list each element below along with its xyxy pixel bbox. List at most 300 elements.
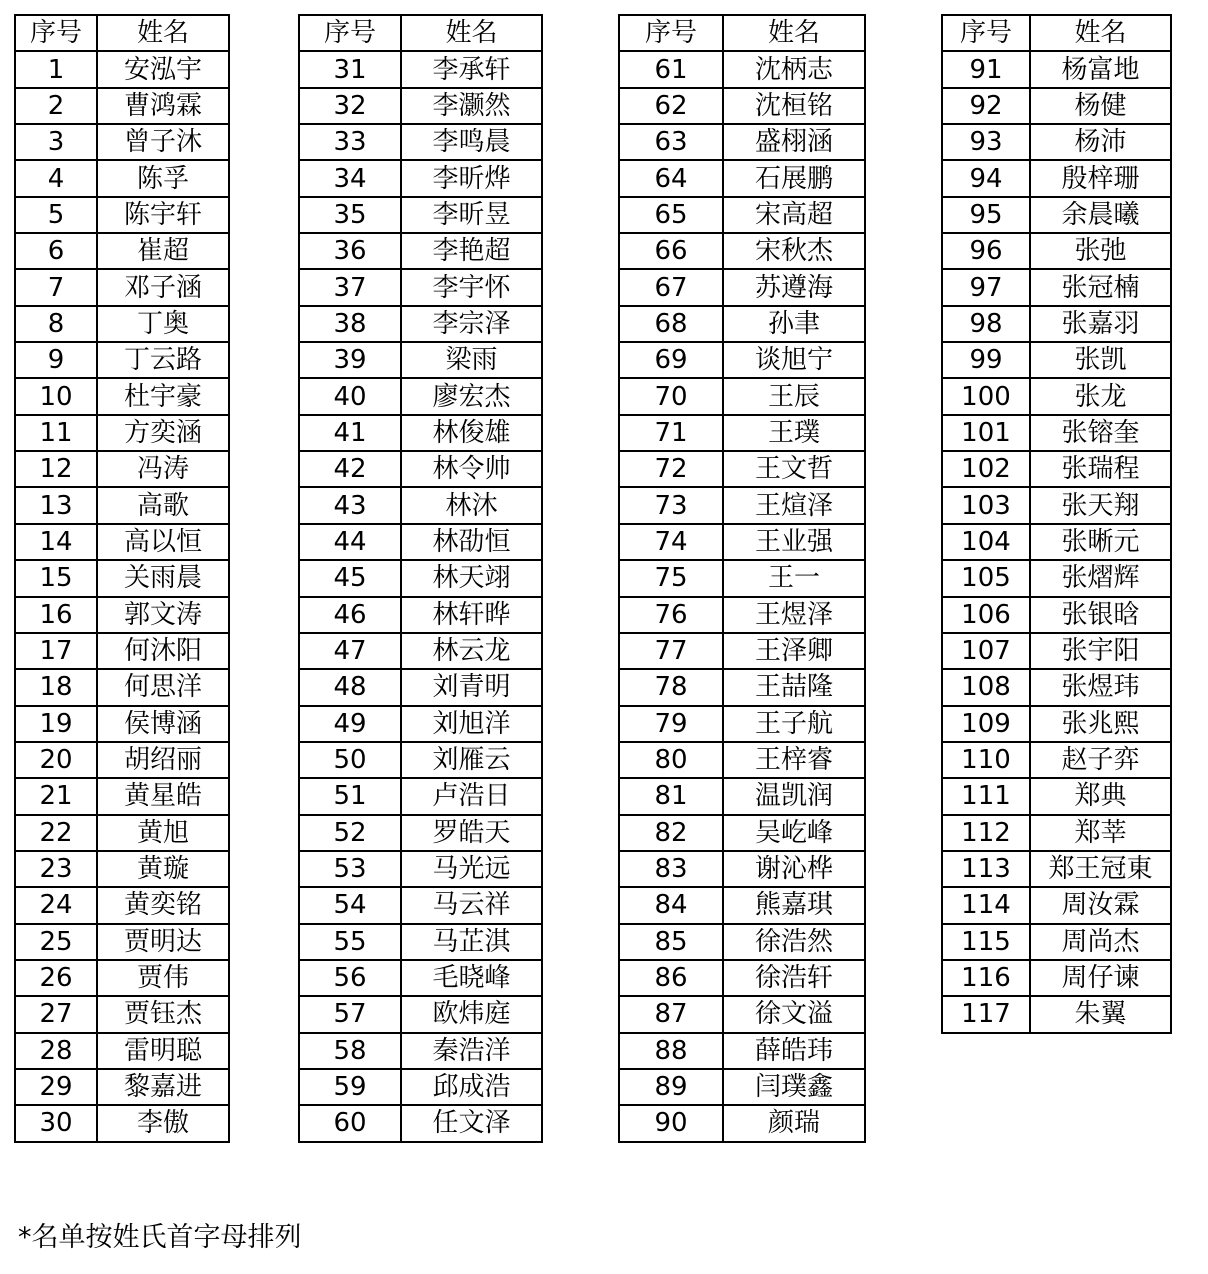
row-index: 101 bbox=[942, 415, 1030, 451]
row-name: 曹鸿霖 bbox=[97, 88, 229, 124]
table-row bbox=[942, 633, 1171, 669]
header-row bbox=[942, 15, 1171, 51]
row-name: 张银晗 bbox=[1030, 597, 1171, 633]
table-row bbox=[15, 669, 229, 705]
row-name: 赵子弈 bbox=[1030, 742, 1171, 778]
row-name: 王喆隆 bbox=[723, 669, 865, 705]
table-row bbox=[15, 851, 229, 887]
row-name: 王泽卿 bbox=[723, 633, 865, 669]
table-row bbox=[299, 88, 542, 124]
row-index: 46 bbox=[299, 597, 401, 633]
row-index: 56 bbox=[299, 960, 401, 996]
row-index: 41 bbox=[299, 415, 401, 451]
row-index: 28 bbox=[15, 1033, 97, 1069]
row-index: 48 bbox=[299, 669, 401, 705]
row-name: 秦浩洋 bbox=[401, 1033, 542, 1069]
row-name: 林沐 bbox=[401, 487, 542, 523]
row-name: 王子航 bbox=[723, 706, 865, 742]
row-name: 朱翼 bbox=[1030, 996, 1171, 1032]
row-index: 35 bbox=[299, 197, 401, 233]
row-index: 66 bbox=[619, 233, 723, 269]
table-row bbox=[299, 815, 542, 851]
row-name: 杨健 bbox=[1030, 88, 1171, 124]
table-row bbox=[299, 960, 542, 996]
table-row bbox=[299, 233, 542, 269]
row-name: 安泓宇 bbox=[97, 51, 229, 87]
table-row bbox=[15, 124, 229, 160]
table-row bbox=[299, 1105, 542, 1141]
row-name: 丁云路 bbox=[97, 342, 229, 378]
row-name: 徐浩然 bbox=[723, 924, 865, 960]
table-row bbox=[15, 451, 229, 487]
table-row bbox=[15, 378, 229, 414]
row-name: 邱成浩 bbox=[401, 1069, 542, 1105]
table-row bbox=[299, 160, 542, 196]
row-index: 31 bbox=[299, 51, 401, 87]
row-index: 15 bbox=[15, 560, 97, 596]
row-index: 105 bbox=[942, 560, 1030, 596]
table-row bbox=[942, 415, 1171, 451]
row-index: 17 bbox=[15, 633, 97, 669]
row-index: 32 bbox=[299, 88, 401, 124]
row-index: 21 bbox=[15, 778, 97, 814]
row-index: 91 bbox=[942, 51, 1030, 87]
row-index: 88 bbox=[619, 1033, 723, 1069]
row-index: 24 bbox=[15, 887, 97, 923]
header-row bbox=[619, 15, 865, 51]
table-row bbox=[299, 378, 542, 414]
row-index: 116 bbox=[942, 960, 1030, 996]
row-name: 何思洋 bbox=[97, 669, 229, 705]
row-index: 26 bbox=[15, 960, 97, 996]
row-name: 王一 bbox=[723, 560, 865, 596]
row-index: 85 bbox=[619, 924, 723, 960]
row-index: 23 bbox=[15, 851, 97, 887]
row-index: 103 bbox=[942, 487, 1030, 523]
row-index: 51 bbox=[299, 778, 401, 814]
row-name: 黄星皓 bbox=[97, 778, 229, 814]
table-row bbox=[942, 706, 1171, 742]
table-row bbox=[15, 633, 229, 669]
header-row bbox=[299, 15, 542, 51]
table-row bbox=[299, 306, 542, 342]
row-index: 54 bbox=[299, 887, 401, 923]
row-name: 高以恒 bbox=[97, 524, 229, 560]
row-name: 李承轩 bbox=[401, 51, 542, 87]
row-name: 徐文溢 bbox=[723, 996, 865, 1032]
row-name: 卢浩日 bbox=[401, 778, 542, 814]
table-row bbox=[619, 160, 865, 196]
row-index: 104 bbox=[942, 524, 1030, 560]
roster-body bbox=[15, 15, 229, 1142]
table-row bbox=[15, 1105, 229, 1141]
table-row bbox=[299, 633, 542, 669]
row-index: 42 bbox=[299, 451, 401, 487]
row-index: 74 bbox=[619, 524, 723, 560]
row-index: 76 bbox=[619, 597, 723, 633]
header-name: 姓名 bbox=[401, 15, 542, 51]
row-name: 林天翊 bbox=[401, 560, 542, 596]
table-row bbox=[15, 306, 229, 342]
footnote: *名单按姓氏首字母排列 bbox=[18, 1222, 302, 1253]
roster-table-4 bbox=[941, 14, 1172, 1034]
row-name: 崔超 bbox=[97, 233, 229, 269]
row-index: 100 bbox=[942, 378, 1030, 414]
row-index: 12 bbox=[15, 451, 97, 487]
table-row bbox=[619, 778, 865, 814]
row-name: 贾钰杰 bbox=[97, 996, 229, 1032]
table-row bbox=[942, 124, 1171, 160]
header-name: 姓名 bbox=[1030, 15, 1171, 51]
row-name: 郭文涛 bbox=[97, 597, 229, 633]
row-index: 43 bbox=[299, 487, 401, 523]
row-index: 11 bbox=[15, 415, 97, 451]
row-name: 张天翔 bbox=[1030, 487, 1171, 523]
table-row bbox=[619, 233, 865, 269]
table-row bbox=[619, 451, 865, 487]
row-index: 9 bbox=[15, 342, 97, 378]
row-name: 陈孚 bbox=[97, 160, 229, 196]
row-name: 闫璞鑫 bbox=[723, 1069, 865, 1105]
row-index: 83 bbox=[619, 851, 723, 887]
row-name: 毛晓峰 bbox=[401, 960, 542, 996]
table-row bbox=[15, 88, 229, 124]
table-row bbox=[299, 669, 542, 705]
row-index: 58 bbox=[299, 1033, 401, 1069]
row-index: 113 bbox=[942, 851, 1030, 887]
row-name: 郑王冠東 bbox=[1030, 851, 1171, 887]
row-name: 林轩晔 bbox=[401, 597, 542, 633]
row-index: 50 bbox=[299, 742, 401, 778]
row-index: 53 bbox=[299, 851, 401, 887]
table-row bbox=[942, 487, 1171, 523]
row-index: 109 bbox=[942, 706, 1030, 742]
row-name: 欧炜庭 bbox=[401, 996, 542, 1032]
table-row bbox=[619, 669, 865, 705]
row-index: 39 bbox=[299, 342, 401, 378]
row-index: 65 bbox=[619, 197, 723, 233]
table-row bbox=[299, 560, 542, 596]
roster-body bbox=[299, 15, 542, 1142]
row-name: 贾明达 bbox=[97, 924, 229, 960]
row-name: 陈宇轩 bbox=[97, 197, 229, 233]
row-index: 27 bbox=[15, 996, 97, 1032]
row-name: 张宇阳 bbox=[1030, 633, 1171, 669]
table-row bbox=[942, 269, 1171, 305]
table-row bbox=[942, 451, 1171, 487]
row-name: 何沐阳 bbox=[97, 633, 229, 669]
table-row bbox=[299, 124, 542, 160]
row-name: 李宗泽 bbox=[401, 306, 542, 342]
row-name: 李傲 bbox=[97, 1105, 229, 1141]
row-name: 李鸣晨 bbox=[401, 124, 542, 160]
table-row bbox=[15, 415, 229, 451]
row-index: 69 bbox=[619, 342, 723, 378]
table-row bbox=[619, 960, 865, 996]
table-row bbox=[619, 88, 865, 124]
table-row bbox=[619, 378, 865, 414]
table-row bbox=[15, 51, 229, 87]
table-row bbox=[619, 415, 865, 451]
row-name: 孙聿 bbox=[723, 306, 865, 342]
row-index: 13 bbox=[15, 487, 97, 523]
row-index: 111 bbox=[942, 778, 1030, 814]
row-name: 李灏然 bbox=[401, 88, 542, 124]
row-name: 李宇怀 bbox=[401, 269, 542, 305]
row-index: 64 bbox=[619, 160, 723, 196]
row-name: 宋高超 bbox=[723, 197, 865, 233]
table-row bbox=[619, 597, 865, 633]
table-row bbox=[15, 1033, 229, 1069]
row-index: 52 bbox=[299, 815, 401, 851]
table-row bbox=[942, 51, 1171, 87]
table-row bbox=[619, 1105, 865, 1141]
row-name: 张晰元 bbox=[1030, 524, 1171, 560]
roster-body bbox=[619, 15, 865, 1142]
row-index: 106 bbox=[942, 597, 1030, 633]
table-row bbox=[15, 597, 229, 633]
table-row bbox=[299, 487, 542, 523]
row-name: 马云祥 bbox=[401, 887, 542, 923]
row-name: 沈柄志 bbox=[723, 51, 865, 87]
row-index: 5 bbox=[15, 197, 97, 233]
table-row bbox=[15, 160, 229, 196]
table-row bbox=[942, 342, 1171, 378]
table-row bbox=[299, 197, 542, 233]
row-name: 余晨曦 bbox=[1030, 197, 1171, 233]
row-index: 114 bbox=[942, 887, 1030, 923]
row-name: 林俊雄 bbox=[401, 415, 542, 451]
row-name: 王煊泽 bbox=[723, 487, 865, 523]
row-index: 73 bbox=[619, 487, 723, 523]
row-name: 马光远 bbox=[401, 851, 542, 887]
row-name: 刘旭洋 bbox=[401, 706, 542, 742]
header-name: 姓名 bbox=[723, 15, 865, 51]
table-row bbox=[942, 88, 1171, 124]
row-name: 罗皓天 bbox=[401, 815, 542, 851]
table-row bbox=[15, 706, 229, 742]
table-row bbox=[619, 51, 865, 87]
row-index: 94 bbox=[942, 160, 1030, 196]
table-row bbox=[15, 887, 229, 923]
table-row bbox=[299, 269, 542, 305]
table-row bbox=[942, 233, 1171, 269]
row-name: 张镕奎 bbox=[1030, 415, 1171, 451]
row-index: 72 bbox=[619, 451, 723, 487]
table-row bbox=[942, 669, 1171, 705]
row-name: 丁奥 bbox=[97, 306, 229, 342]
row-name: 熊嘉琪 bbox=[723, 887, 865, 923]
row-index: 84 bbox=[619, 887, 723, 923]
roster-table-3 bbox=[618, 14, 866, 1143]
row-name: 侯博涵 bbox=[97, 706, 229, 742]
row-name: 谢沁桦 bbox=[723, 851, 865, 887]
row-index: 81 bbox=[619, 778, 723, 814]
row-name: 沈桓铭 bbox=[723, 88, 865, 124]
table-row bbox=[619, 706, 865, 742]
row-index: 10 bbox=[15, 378, 97, 414]
row-name: 张瑞程 bbox=[1030, 451, 1171, 487]
row-name: 王文哲 bbox=[723, 451, 865, 487]
row-index: 62 bbox=[619, 88, 723, 124]
row-index: 112 bbox=[942, 815, 1030, 851]
table-row bbox=[15, 924, 229, 960]
table-row bbox=[619, 742, 865, 778]
row-name: 李昕昱 bbox=[401, 197, 542, 233]
row-index: 98 bbox=[942, 306, 1030, 342]
row-name: 任文泽 bbox=[401, 1105, 542, 1141]
table-row bbox=[15, 487, 229, 523]
table-row bbox=[299, 1069, 542, 1105]
row-index: 82 bbox=[619, 815, 723, 851]
roster-table-2 bbox=[298, 14, 543, 1143]
table-row bbox=[942, 160, 1171, 196]
row-index: 92 bbox=[942, 88, 1030, 124]
table-row bbox=[299, 924, 542, 960]
row-name: 关雨晨 bbox=[97, 560, 229, 596]
table-row bbox=[299, 851, 542, 887]
table-row bbox=[942, 887, 1171, 923]
header-index: 序号 bbox=[942, 15, 1030, 51]
table-row bbox=[619, 524, 865, 560]
row-name: 石展鹏 bbox=[723, 160, 865, 196]
row-name: 吴屹峰 bbox=[723, 815, 865, 851]
row-name: 张龙 bbox=[1030, 378, 1171, 414]
row-index: 96 bbox=[942, 233, 1030, 269]
row-name: 王业强 bbox=[723, 524, 865, 560]
header-index: 序号 bbox=[619, 15, 723, 51]
table-row bbox=[619, 1033, 865, 1069]
row-index: 63 bbox=[619, 124, 723, 160]
table-row bbox=[942, 851, 1171, 887]
row-index: 117 bbox=[942, 996, 1030, 1032]
table-row bbox=[15, 233, 229, 269]
row-index: 34 bbox=[299, 160, 401, 196]
row-name: 林云龙 bbox=[401, 633, 542, 669]
row-index: 70 bbox=[619, 378, 723, 414]
row-index: 68 bbox=[619, 306, 723, 342]
row-index: 107 bbox=[942, 633, 1030, 669]
row-name: 李艳超 bbox=[401, 233, 542, 269]
row-name: 殷梓珊 bbox=[1030, 160, 1171, 196]
row-index: 3 bbox=[15, 124, 97, 160]
row-name: 邓子涵 bbox=[97, 269, 229, 305]
table-row bbox=[15, 560, 229, 596]
row-name: 贾伟 bbox=[97, 960, 229, 996]
table-row bbox=[942, 815, 1171, 851]
header-name: 姓名 bbox=[97, 15, 229, 51]
row-name: 颜瑞 bbox=[723, 1105, 865, 1141]
row-name: 张冠楠 bbox=[1030, 269, 1171, 305]
row-index: 93 bbox=[942, 124, 1030, 160]
table-row bbox=[15, 524, 229, 560]
row-name: 方奕涵 bbox=[97, 415, 229, 451]
row-index: 45 bbox=[299, 560, 401, 596]
table-row bbox=[619, 996, 865, 1032]
row-index: 8 bbox=[15, 306, 97, 342]
row-name: 王梓睿 bbox=[723, 742, 865, 778]
table-row bbox=[15, 197, 229, 233]
row-name: 胡绍丽 bbox=[97, 742, 229, 778]
table-row bbox=[942, 524, 1171, 560]
row-name: 张兆熙 bbox=[1030, 706, 1171, 742]
row-index: 89 bbox=[619, 1069, 723, 1105]
table-row bbox=[299, 1033, 542, 1069]
row-index: 29 bbox=[15, 1069, 97, 1105]
table-row bbox=[15, 960, 229, 996]
row-name: 杨沛 bbox=[1030, 124, 1171, 160]
table-row bbox=[299, 342, 542, 378]
table-row bbox=[619, 815, 865, 851]
row-index: 1 bbox=[15, 51, 97, 87]
row-name: 林令帅 bbox=[401, 451, 542, 487]
row-index: 38 bbox=[299, 306, 401, 342]
row-index: 36 bbox=[299, 233, 401, 269]
table-row bbox=[299, 706, 542, 742]
row-index: 37 bbox=[299, 269, 401, 305]
table-row bbox=[942, 960, 1171, 996]
row-index: 95 bbox=[942, 197, 1030, 233]
row-index: 49 bbox=[299, 706, 401, 742]
row-name: 王璞 bbox=[723, 415, 865, 451]
roster-table-1 bbox=[14, 14, 230, 1143]
table-row bbox=[942, 197, 1171, 233]
row-name: 杜宇豪 bbox=[97, 378, 229, 414]
row-name: 周仔谏 bbox=[1030, 960, 1171, 996]
table-row bbox=[299, 415, 542, 451]
row-index: 22 bbox=[15, 815, 97, 851]
table-row bbox=[299, 451, 542, 487]
row-index: 110 bbox=[942, 742, 1030, 778]
row-index: 33 bbox=[299, 124, 401, 160]
table-row bbox=[942, 597, 1171, 633]
roster-body bbox=[942, 15, 1171, 1033]
row-name: 冯涛 bbox=[97, 451, 229, 487]
row-index: 87 bbox=[619, 996, 723, 1032]
table-row bbox=[15, 742, 229, 778]
row-index: 19 bbox=[15, 706, 97, 742]
table-row bbox=[15, 1069, 229, 1105]
row-name: 林劭恒 bbox=[401, 524, 542, 560]
table-row bbox=[942, 778, 1171, 814]
header-index: 序号 bbox=[15, 15, 97, 51]
row-index: 99 bbox=[942, 342, 1030, 378]
table-row bbox=[299, 524, 542, 560]
table-row bbox=[15, 996, 229, 1032]
row-index: 86 bbox=[619, 960, 723, 996]
table-row bbox=[299, 597, 542, 633]
row-index: 18 bbox=[15, 669, 97, 705]
row-index: 108 bbox=[942, 669, 1030, 705]
row-index: 97 bbox=[942, 269, 1030, 305]
table-row bbox=[942, 742, 1171, 778]
row-index: 102 bbox=[942, 451, 1030, 487]
row-index: 55 bbox=[299, 924, 401, 960]
row-index: 30 bbox=[15, 1105, 97, 1141]
row-name: 苏遵海 bbox=[723, 269, 865, 305]
row-index: 6 bbox=[15, 233, 97, 269]
row-name: 周尚杰 bbox=[1030, 924, 1171, 960]
row-name: 郑典 bbox=[1030, 778, 1171, 814]
row-name: 张煜玮 bbox=[1030, 669, 1171, 705]
row-name: 郑莘 bbox=[1030, 815, 1171, 851]
row-index: 7 bbox=[15, 269, 97, 305]
row-name: 薛皓玮 bbox=[723, 1033, 865, 1069]
table-row bbox=[15, 815, 229, 851]
row-name: 刘青明 bbox=[401, 669, 542, 705]
row-name: 高歌 bbox=[97, 487, 229, 523]
row-name: 温凯润 bbox=[723, 778, 865, 814]
